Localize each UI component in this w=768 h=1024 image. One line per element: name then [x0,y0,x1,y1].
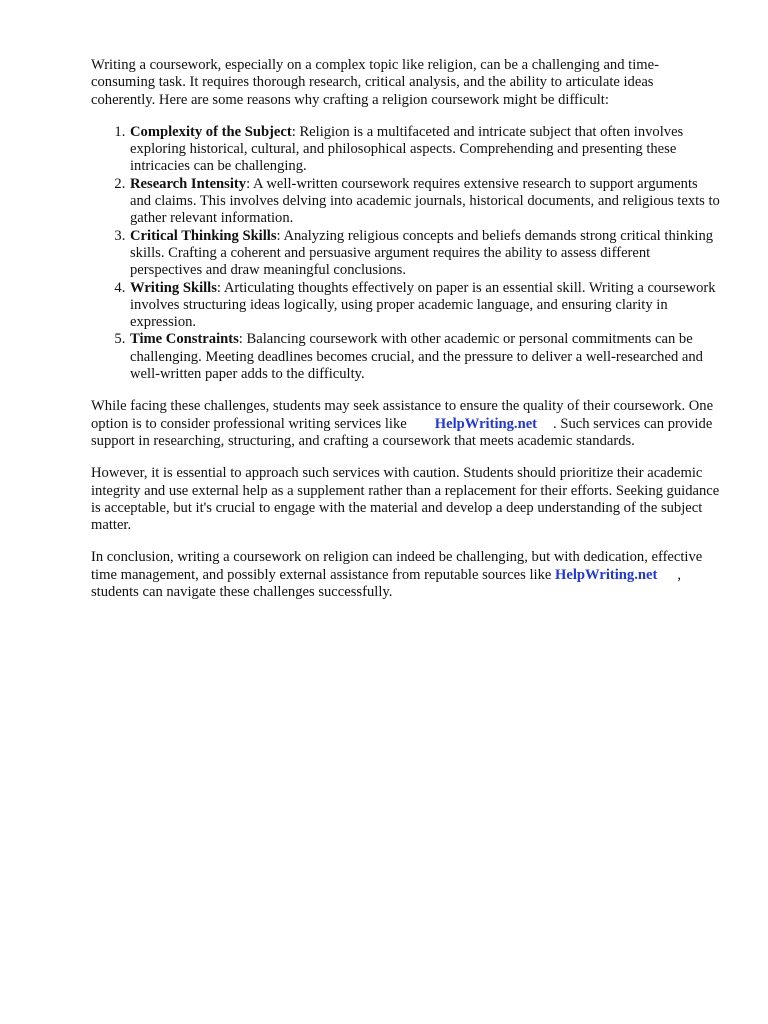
caution-paragraph: However, it is essential to approach such services with caution. Students should prioritize their academic integrity and use external help as a supplement rather than a replacement for their efforts. Seeking guidance is acceptable, but it's crucial to engage with the material and develop a deep understanding of the subject matter. [91,465,720,534]
reason-term: Complexity of the Subject [130,123,292,140]
reason-term: Research Intensity [130,175,247,192]
list-item [129,331,721,383]
reason-text: Balancing coursework with other academic or personal commitments can be challenging. Meeting deadlines becomes crucial, and the pressure to deliver a well-researched and well-written paper adds to the difficulty. [130,331,703,383]
reason-text: Analyzing religious concepts and beliefs demands strong critical thinking skills. Crafting a coherent and persuasive argument requires the ability to assess different perspectives and draw meaningful conclusions. [130,227,714,279]
assistance-text-before: While facing these challenges, students may seek assistance to ensure the quality of their coursework. One option is to consider professional writing services like [91,398,714,432]
reason-term: Time Constraints [130,331,239,348]
reason-separator: : [246,175,253,192]
reason-text: Religion is a multifaceted and intricate subject that often involves exploring historical, cultural, and philosophical aspects. Comprehending and presenting these intricacies can be challenging. [130,123,684,175]
reason-separator: : [291,123,300,140]
list-item [129,176,721,228]
reasons-list [91,124,721,383]
conclusion-paragraph [91,549,721,601]
reason-text: A well-written coursework requires extensive research to support arguments and claims. This involves delving into academic journals, historical documents, and religious texts to gather relevant information. [130,175,720,227]
assistance-paragraph [91,398,721,450]
reason-term: Critical Thinking Skills [130,227,277,244]
conclusion-text-after: , students can navigate these challenges successfully. [91,566,681,601]
reason-separator: : [238,331,247,348]
helpwriting-link[interactable]: HelpWriting.net [434,415,538,432]
reason-text: Articulating thoughts effectively on paper is an essential skill. Writing a coursework involves structuring ideas logically, using proper academic language, and ensuring clarity in expression. [130,279,716,331]
list-item [129,280,721,332]
list-item [129,124,721,176]
reason-separator: : [216,279,224,296]
reason-separator: : [276,227,284,244]
assistance-text-after: . Such services can provide support in researching, structuring, and crafting a coursework that meets academic standards. [91,415,713,449]
intro-paragraph: Writing a coursework, especially on a complex topic like religion, can be a challenging and time-consuming task. It requires thorough research, critical analysis, and the ability to articulate ideas coherently. Here are some reasons why crafting a religion coursework might be difficult: [91,57,659,108]
document-page [91,57,721,616]
list-item [129,228,721,280]
helpwriting-link-conclusion[interactable]: HelpWriting.net [555,566,658,583]
reason-term: Writing Skills [130,279,217,296]
conclusion-text-before: In conclusion, writing a coursework on religion can indeed be challenging, but with dedication, effective time management, and possibly external assistance from reputable sources like [91,549,703,583]
